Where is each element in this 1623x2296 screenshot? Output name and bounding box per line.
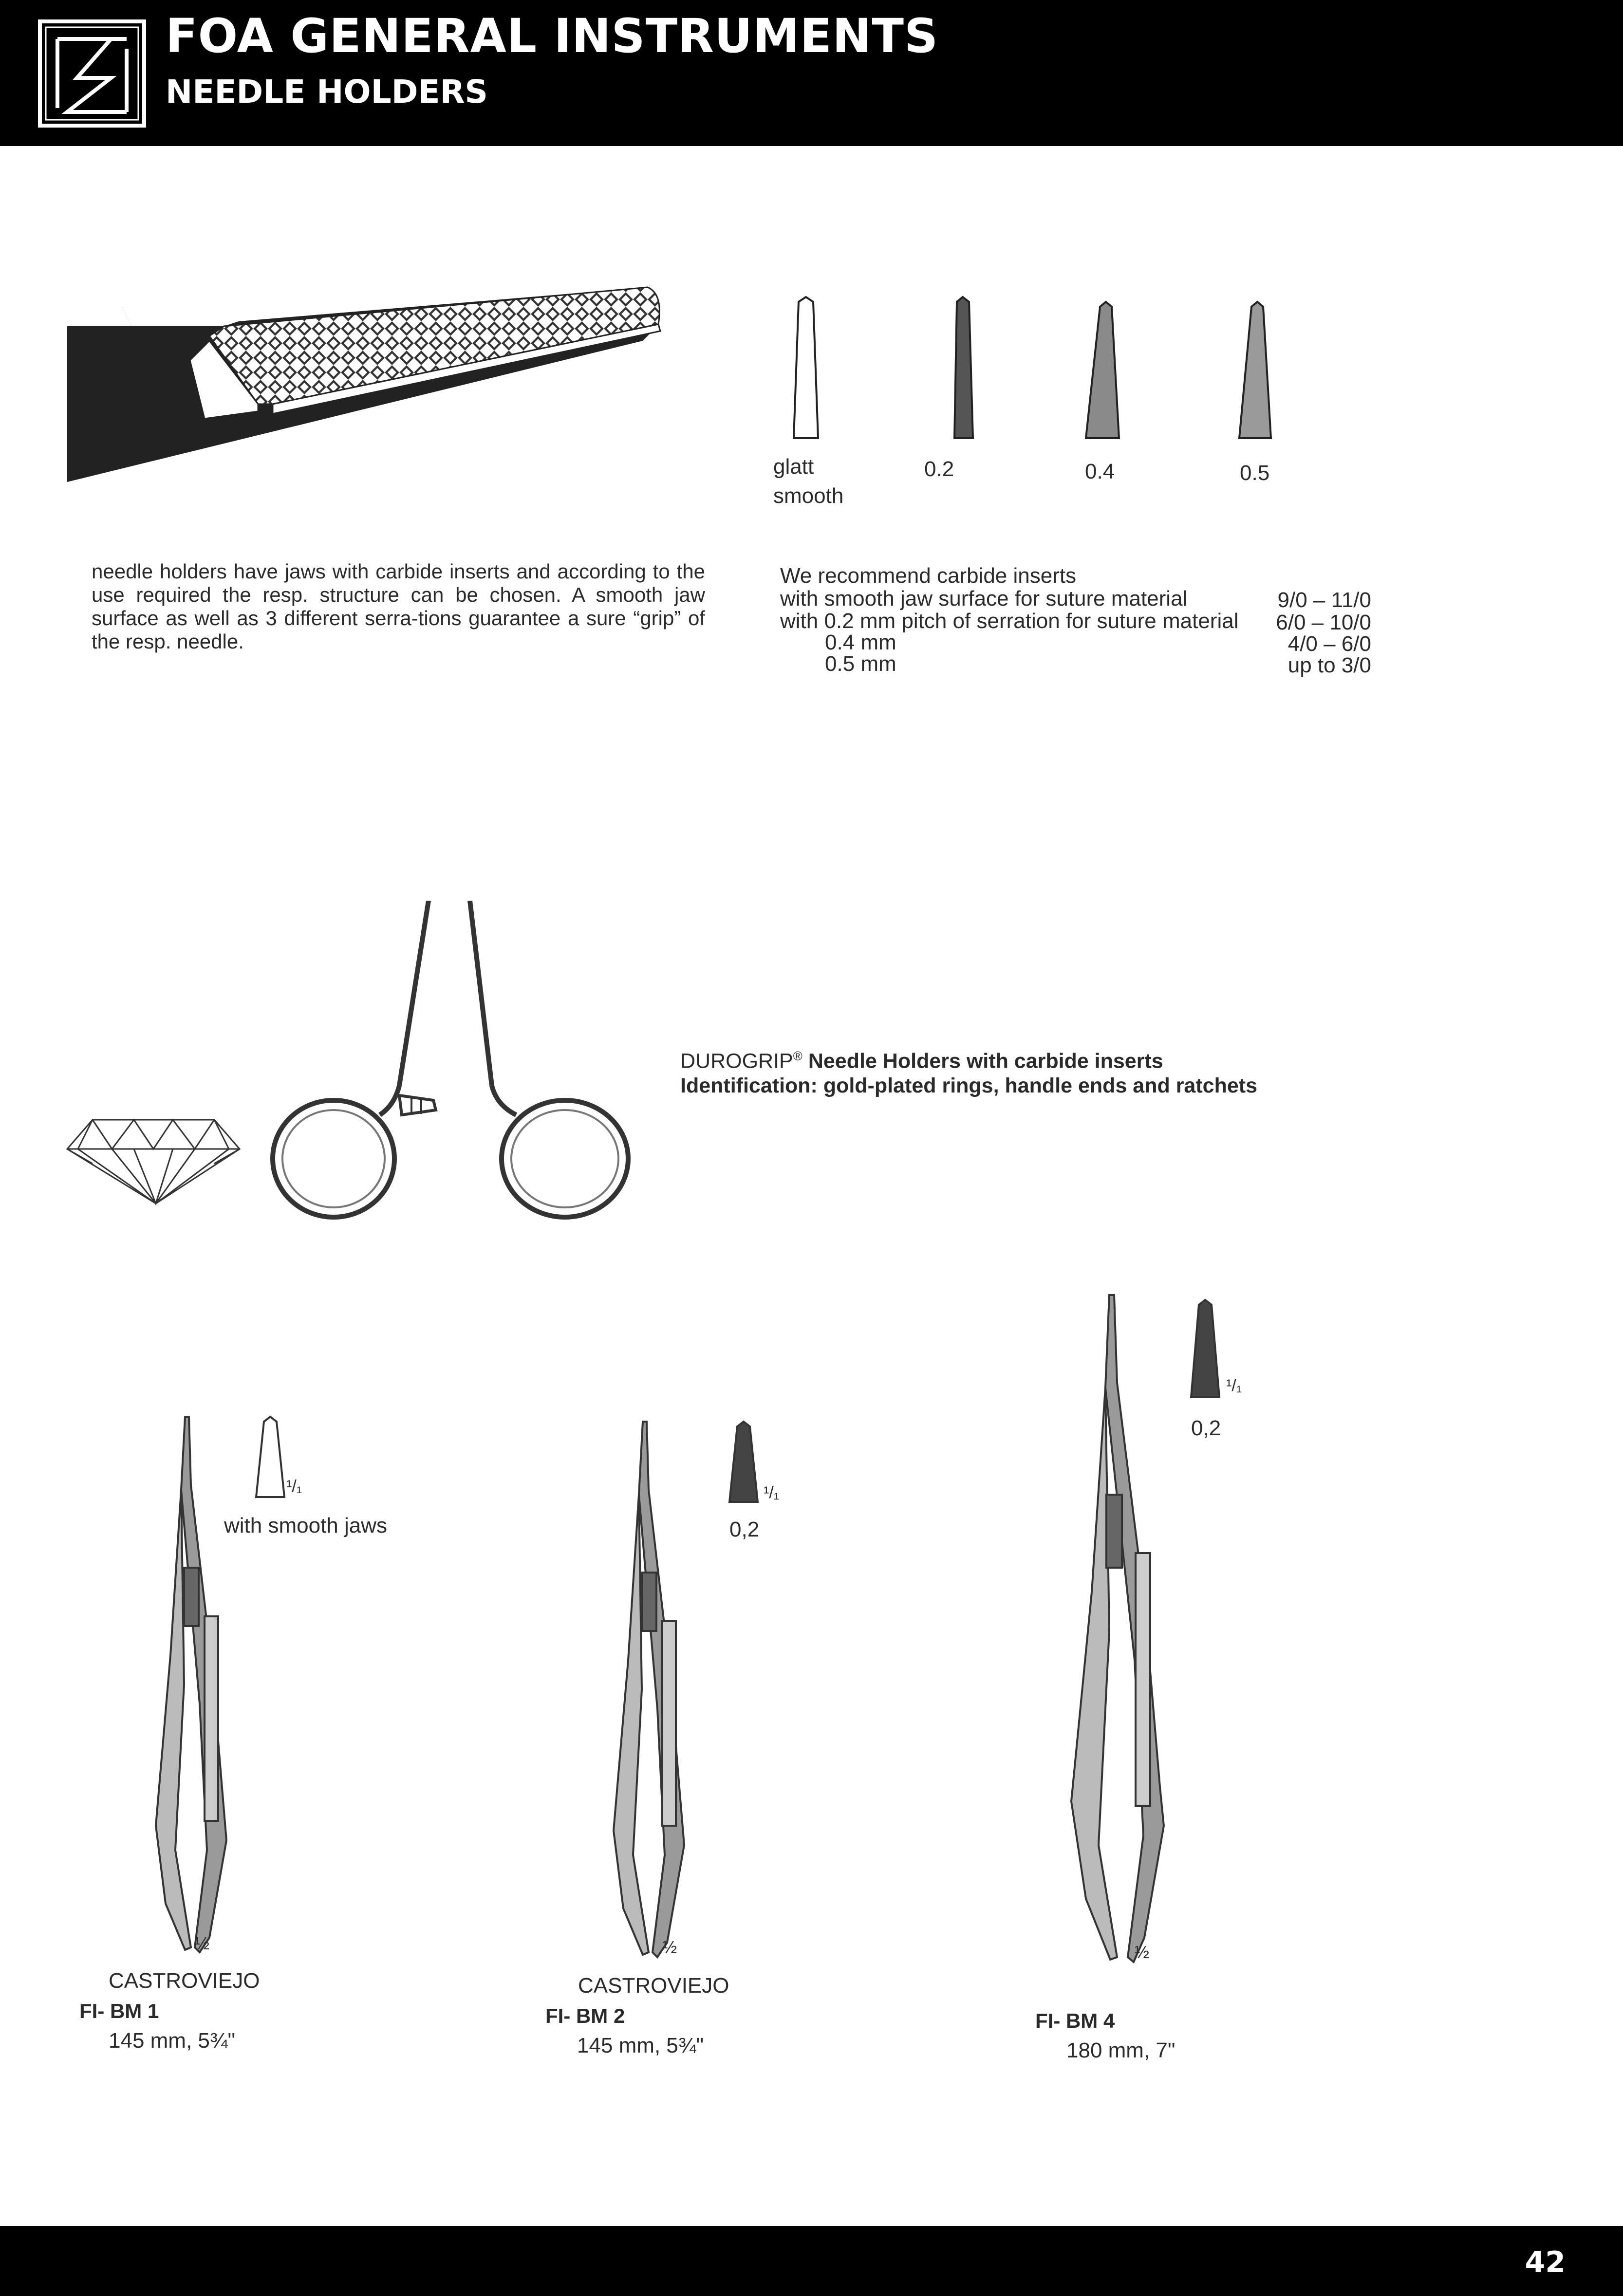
page-number: 42: [1525, 2245, 1566, 2279]
jaw-sample-0-4: [1086, 302, 1119, 438]
product-name-bm1: CASTROVIEJO: [109, 1969, 260, 1993]
jaw-sample-0-2: [954, 297, 973, 438]
jaw-label-0-4: 0.4: [1085, 460, 1115, 483]
recommend-title: We recommend carbide inserts: [780, 564, 1077, 588]
needle-holder-open-illustration: [263, 901, 643, 1227]
scale-bm2: ½: [662, 1937, 677, 1957]
needle-holder-bm4-illustration: [1052, 1290, 1198, 1972]
product-size-bm1: 145 mm, 5¾": [109, 2029, 236, 2053]
tip-scale-bm4: ¹/₁: [1226, 1376, 1242, 1395]
durogrip-line1-rest: Needle Holders with carbide inserts: [802, 1049, 1163, 1073]
jaw-label-glatt: glatt: [773, 455, 814, 479]
recommend-row-text: 0.4 mm: [825, 630, 896, 654]
jaw-label-smooth: smooth: [773, 484, 844, 508]
jaw-label-0-5: 0.5: [1240, 461, 1270, 485]
recommend-row-value: 9/0 – 11/0: [1277, 588, 1371, 612]
jaw-sample-0-5: [1239, 302, 1271, 438]
durogrip-line-2: Identification: gold-plated rings, handle ends and ratchets: [680, 1074, 1257, 1097]
product-size-bm4: 180 mm, 7": [1066, 2038, 1175, 2062]
jaw-type-samples: [769, 292, 1305, 448]
jaw-label-0-2: 0.2: [924, 457, 954, 481]
scale-bm1: ½: [195, 1933, 210, 1953]
registered-mark: ®: [793, 1049, 802, 1063]
durogrip-line-1: [680, 1049, 1163, 1073]
tip-label-bm4: 0,2: [1191, 1416, 1221, 1440]
section-title: NEEDLE HOLDERS: [166, 73, 488, 111]
product-code-bm4: FI- BM 4: [1035, 2009, 1115, 2032]
durogrip-brand: DUROGRIP: [680, 1049, 793, 1073]
recommend-row-value: up to 3/0: [1287, 653, 1371, 677]
tip-label-bm1: with smooth jaws: [224, 1514, 388, 1537]
needle-holder-bm2-illustration: [584, 1417, 711, 1962]
tip-sample-bm2: [727, 1417, 765, 1504]
scale-bm4: ½: [1135, 1942, 1150, 1962]
serrated-jaw-illustration: [63, 278, 667, 492]
recommend-row-text: with 0.2 mm pitch of serration for suture material: [780, 609, 1239, 633]
diamond-icon: [63, 1115, 243, 1207]
page-footer: [0, 2226, 1623, 2296]
tip-sample-bm4: [1188, 1295, 1227, 1402]
tip-scale-bm2: ¹/₁: [764, 1483, 780, 1502]
intro-paragraph: needle holders have jaws with carbide inserts and according to the use required the resp. structure can be chosen. A smooth jaw surface as well as 3 different serra-tions guarantee a sure “grip” of the resp. needle.: [92, 560, 705, 653]
tip-label-bm2: 0,2: [729, 1518, 760, 1541]
foa-logo-icon: [38, 19, 146, 128]
product-code-bm1: FI- BM 1: [79, 2000, 159, 2022]
jaw-sample-smooth: [794, 297, 818, 438]
recommend-row-value: 4/0 – 6/0: [1287, 632, 1371, 656]
recommend-row-value: 6/0 – 10/0: [1276, 611, 1371, 634]
product-size-bm2: 145 mm, 5¾": [577, 2034, 704, 2057]
brand-title: FOA GENERAL INSTRUMENTS: [166, 9, 939, 63]
tip-scale-bm1: ¹/₁: [286, 1477, 302, 1496]
product-code-bm2: FI- BM 2: [545, 2004, 625, 2027]
recommend-row-text: with smooth jaw surface for suture material: [780, 587, 1188, 611]
needle-holder-bm1-illustration: [127, 1412, 253, 1957]
recommend-row-text: 0.5 mm: [825, 652, 896, 676]
product-name-bm2: CASTROVIEJO: [578, 1974, 729, 1998]
